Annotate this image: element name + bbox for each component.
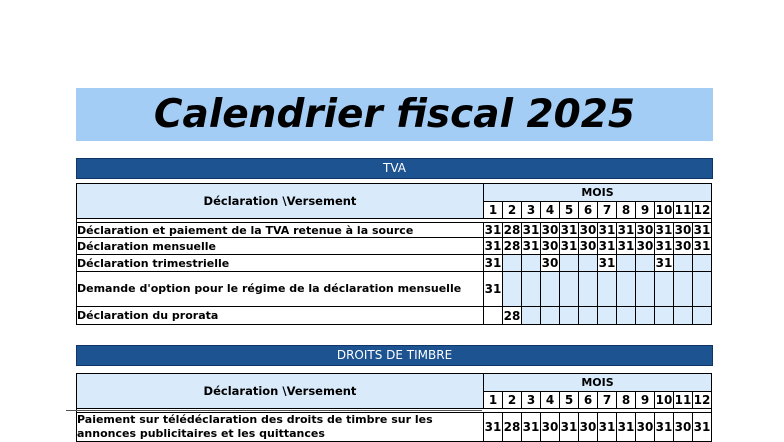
due-day-cell: 31 [484, 256, 502, 270]
due-day-cell: 31 [522, 413, 541, 442]
due-day-cell [693, 307, 712, 325]
due-day-cell: 31 [693, 239, 711, 253]
due-day-cell: 31 [617, 239, 635, 253]
month-number: 3 [522, 392, 541, 409]
due-day-cell: 31 [617, 413, 636, 442]
table-row [77, 255, 712, 272]
due-day-cell: 31 [598, 413, 617, 442]
due-day-cell [560, 307, 579, 325]
due-day-cell [636, 255, 655, 272]
month-number: 6 [579, 392, 598, 409]
due-day-cell [522, 255, 541, 272]
row-label: Déclaration trimestrielle [77, 255, 484, 272]
due-day-cell [522, 272, 541, 307]
due-day-cell: 31 [655, 223, 673, 237]
table-row [77, 307, 712, 325]
column-header-mois: MOIS [484, 184, 712, 202]
due-day-cell: 31 [484, 413, 503, 442]
month-number: 1 [484, 392, 503, 409]
month-number: 9 [636, 202, 655, 219]
due-day-cell [503, 272, 522, 307]
due-day-cell: 31 [522, 239, 540, 253]
due-day-cell: 30 [541, 256, 559, 270]
month-number: 7 [598, 392, 617, 409]
header-row [77, 374, 712, 392]
due-day-cell: 30 [674, 223, 692, 237]
due-day-cell [503, 255, 522, 272]
due-day-cell: 31 [655, 239, 673, 253]
due-day-cell [674, 272, 693, 307]
due-day-cell [560, 255, 579, 272]
due-day-cell [693, 272, 712, 307]
due-day-cell: 30 [636, 223, 654, 237]
table-row [77, 272, 712, 307]
month-number: 11 [674, 203, 692, 217]
month-number: 2 [503, 202, 522, 219]
due-day-cell [579, 255, 598, 272]
section-header-droits-de-timbre: DROITS DE TIMBRE [76, 345, 713, 366]
due-day-cell [636, 307, 655, 325]
due-day-cell: 30 [674, 239, 692, 253]
due-day-cell: 31 [693, 413, 712, 442]
header-row [77, 184, 712, 202]
tva-table [76, 183, 712, 325]
due-day-cell: 31 [598, 256, 616, 270]
month-number: 8 [617, 202, 636, 219]
due-day-cell [617, 272, 636, 307]
month-number: 11 [674, 393, 692, 407]
due-day-cell [541, 307, 560, 325]
due-day-cell: 30 [674, 413, 693, 442]
due-day-cell: 31 [655, 256, 673, 270]
due-day-cell: 30 [541, 223, 559, 237]
month-number: 12 [693, 203, 711, 217]
month-number: 10 [655, 203, 673, 217]
due-day-cell [617, 307, 636, 325]
row-label: Déclaration du prorata [77, 307, 484, 325]
due-day-cell: 30 [541, 413, 560, 442]
column-header-declaration: Déclaration \Versement [77, 374, 484, 409]
title-banner [76, 88, 713, 141]
due-day-cell [598, 272, 617, 307]
due-day-cell: 28 [503, 308, 521, 323]
due-day-cell: 31 [560, 239, 578, 253]
due-day-cell [579, 272, 598, 307]
due-day-cell [484, 307, 503, 325]
due-day-cell [560, 272, 579, 307]
month-number: 4 [541, 202, 560, 219]
page-title: Calendrier fiscal 2025 [153, 92, 636, 137]
due-day-cell: 30 [636, 413, 655, 442]
due-day-cell [617, 255, 636, 272]
row-label: Paiement sur télédéclaration des droits de timbre sur les annonces publicitaires et les quittances [77, 413, 484, 442]
due-day-cell: 28 [503, 239, 521, 253]
table-row [77, 223, 712, 238]
month-number: 5 [560, 202, 579, 219]
due-day-cell [598, 307, 617, 325]
month-number: 9 [636, 392, 655, 409]
month-number: 10 [655, 393, 673, 407]
due-day-cell: 30 [636, 239, 654, 253]
month-number: 1 [484, 202, 503, 219]
month-number: 12 [693, 393, 711, 407]
due-day-cell: 31 [598, 223, 616, 237]
row-label: Déclaration et paiement de la TVA retenue à la source [77, 223, 484, 238]
month-number: 6 [579, 202, 598, 219]
due-day-cell: 31 [617, 223, 635, 237]
due-day-cell [655, 272, 674, 307]
due-day-cell: 31 [693, 223, 711, 237]
month-number: 5 [560, 392, 579, 409]
due-day-cell: 31 [560, 413, 579, 442]
month-number: 7 [598, 202, 617, 219]
due-day-cell: 31 [522, 223, 540, 237]
column-header-declaration: Déclaration \Versement [77, 184, 484, 219]
due-day-cell: 31 [484, 223, 502, 237]
due-day-cell [541, 272, 560, 307]
timbre-table [76, 373, 712, 442]
due-day-cell: 30 [541, 239, 559, 253]
row-label: Déclaration mensuelle [77, 238, 484, 255]
due-day-cell [522, 307, 541, 325]
month-number: 8 [617, 392, 636, 409]
due-day-cell: 30 [579, 223, 597, 237]
column-header-mois: MOIS [484, 374, 712, 392]
due-day-cell: 31 [484, 272, 503, 307]
due-day-cell: 31 [598, 239, 616, 253]
due-day-cell: 28 [503, 223, 521, 237]
due-day-cell [674, 307, 693, 325]
due-day-cell: 28 [503, 413, 522, 442]
table-row [77, 238, 712, 255]
row-label: Demande d'option pour le régime de la déclaration mensuelle [77, 272, 484, 307]
due-day-cell [579, 307, 598, 325]
due-day-cell: 30 [579, 413, 598, 442]
due-day-cell [636, 272, 655, 307]
due-day-cell [655, 307, 674, 325]
month-number: 2 [503, 392, 522, 409]
due-day-cell: 31 [655, 413, 674, 442]
month-number: 3 [522, 202, 541, 219]
section-header-tva: TVA [76, 158, 713, 179]
due-day-cell [693, 255, 712, 272]
table-row [77, 413, 712, 442]
due-day-cell [674, 255, 693, 272]
due-day-cell: 31 [484, 239, 502, 253]
month-number: 4 [541, 392, 560, 409]
due-day-cell: 30 [579, 239, 597, 253]
divider-line [66, 410, 482, 411]
due-day-cell: 31 [560, 223, 578, 237]
